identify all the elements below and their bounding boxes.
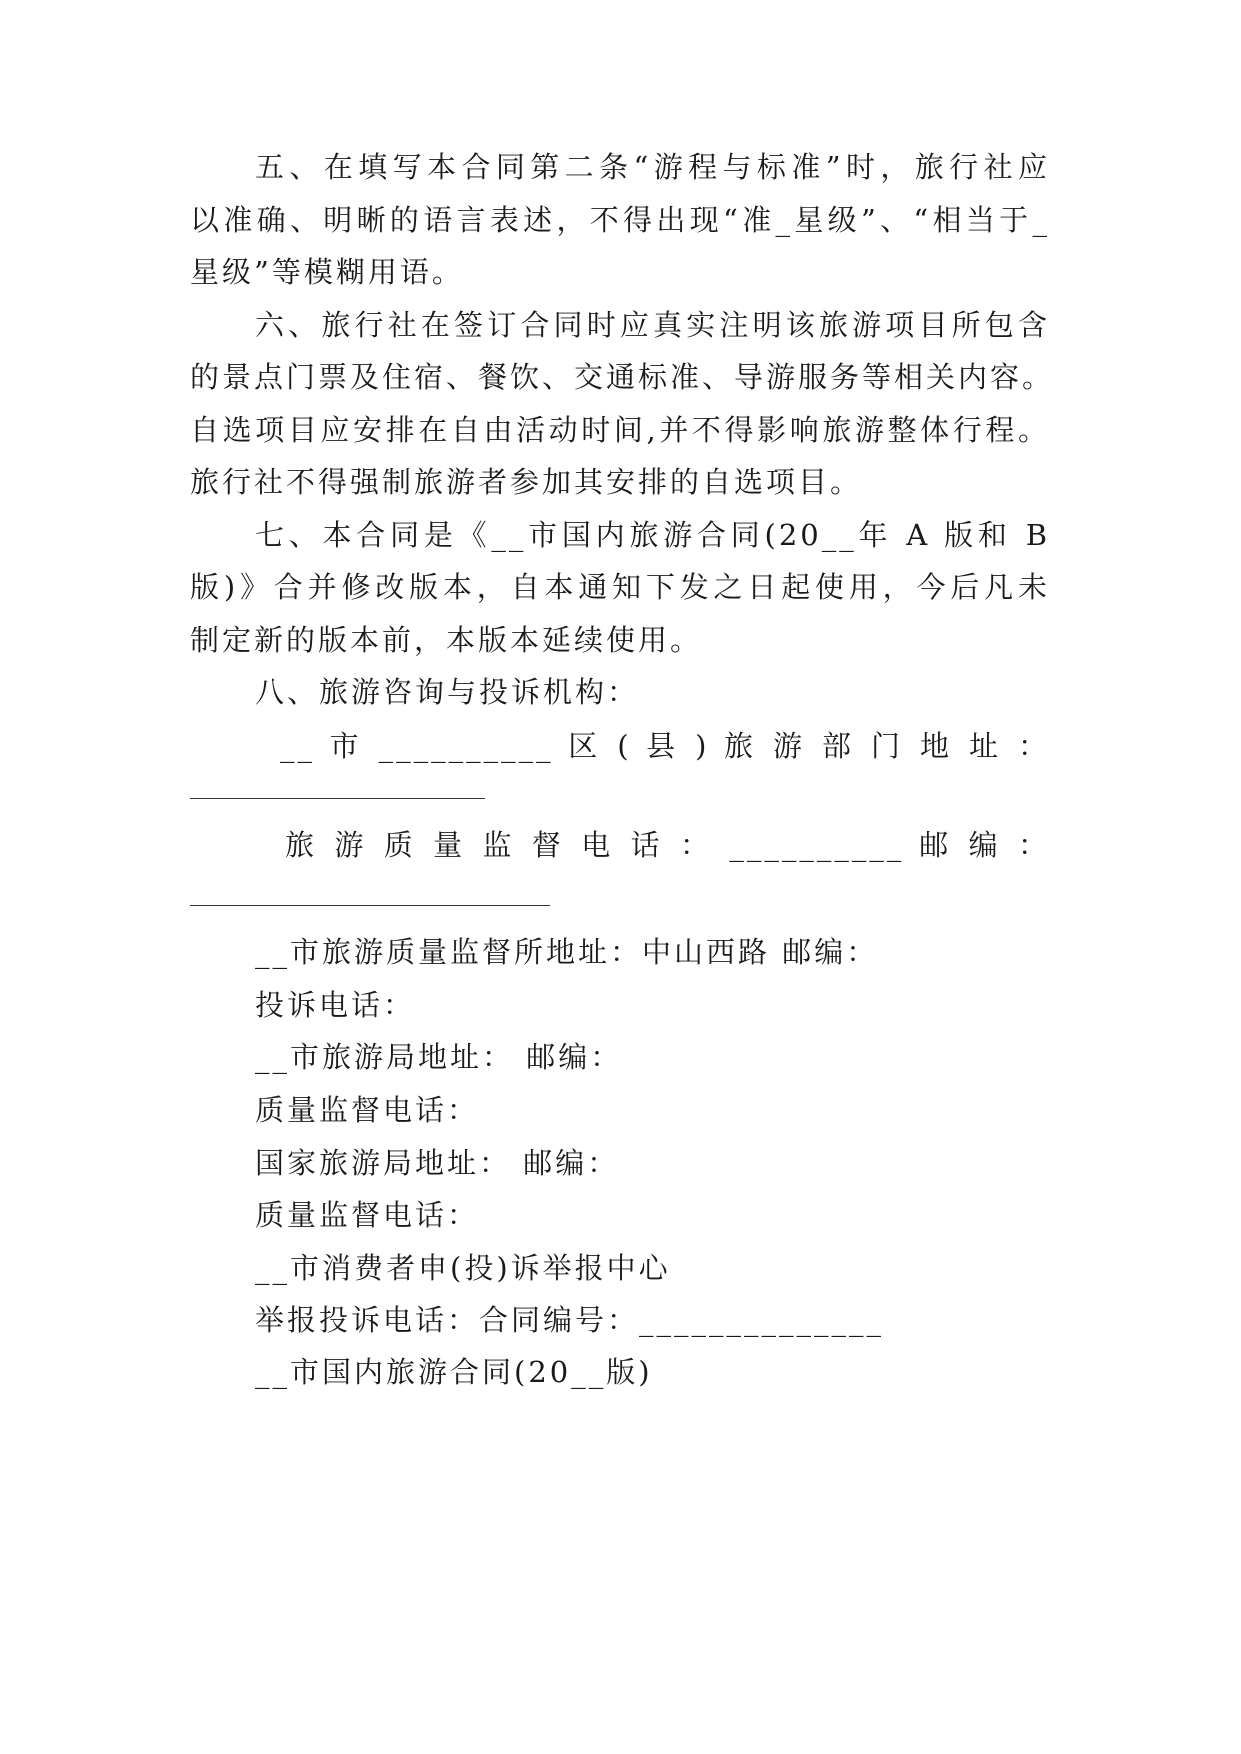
paragraph-6-line-2: 的景点门票及住宿、餐饮、交通标准、导游服务等相关内容。 — [190, 360, 1055, 394]
postcode-fill-rule — [190, 905, 550, 906]
report-phone-contract-number: 举报投诉电话：合同编号：______________ — [255, 1303, 885, 1337]
supervision-office-address: __市旅游质量监督所地址：中山西路 邮编： — [255, 935, 879, 969]
quality-supervision-phone-2: 质量监督电话： — [255, 1198, 480, 1232]
paragraph-5-line-1: 五、在填写本合同第二条“游程与标准”时，旅行社应 — [255, 150, 1050, 184]
quality-supervision-phone-line: 旅 游 质 量 监 督 电 话 ： __________ 邮 编 ： — [285, 828, 1050, 862]
paragraph-6-line-3: 自选项目应安排在自由活动时间,并不得影响旅游整体行程。 — [190, 413, 1050, 447]
contract-title: __市国内旅游合同(20__版) — [255, 1355, 653, 1389]
national-tourism-address: 国家旅游局地址： 邮编： — [255, 1146, 620, 1180]
tourism-bureau-address: __市旅游局地址： 邮编： — [255, 1040, 623, 1074]
paragraph-7-line-1: 七、本合同是《__市国内旅游合同(20__年 A 版和 B — [255, 518, 1050, 552]
paragraph-6-line-1: 六、旅行社在签订合同时应真实注明该旅游项目所包含 — [255, 308, 1050, 342]
consumer-complaint-center: __市消费者申(投)诉举报中心 — [255, 1251, 671, 1285]
quality-supervision-phone-1: 质量监督电话： — [255, 1093, 480, 1127]
paragraph-7-line-2: 版)》合并修改版本，自本通知下发之日起使用，今后凡未 — [190, 570, 1050, 604]
paragraph-7-line-3: 制定新的版本前，本版本延续使用。 — [190, 623, 703, 657]
complaint-phone: 投诉电话： — [255, 988, 416, 1022]
district-tourism-address-line: __ 市 __________ 区 ( 县 ) 旅 游 部 门 地 址 ： — [280, 729, 1050, 763]
paragraph-5-line-3: 星级”等模糊用语。 — [190, 255, 464, 289]
address-fill-rule — [190, 798, 485, 799]
section-8-heading: 八、旅游咨询与投诉机构： — [255, 675, 640, 709]
paragraph-5-line-2: 以准确、明晰的语言表述，不得出现“准_星级”、“相当于_ — [190, 203, 1050, 237]
paragraph-6-line-4: 旅行社不得强制旅游者参加其安排的自选项目。 — [190, 465, 863, 499]
